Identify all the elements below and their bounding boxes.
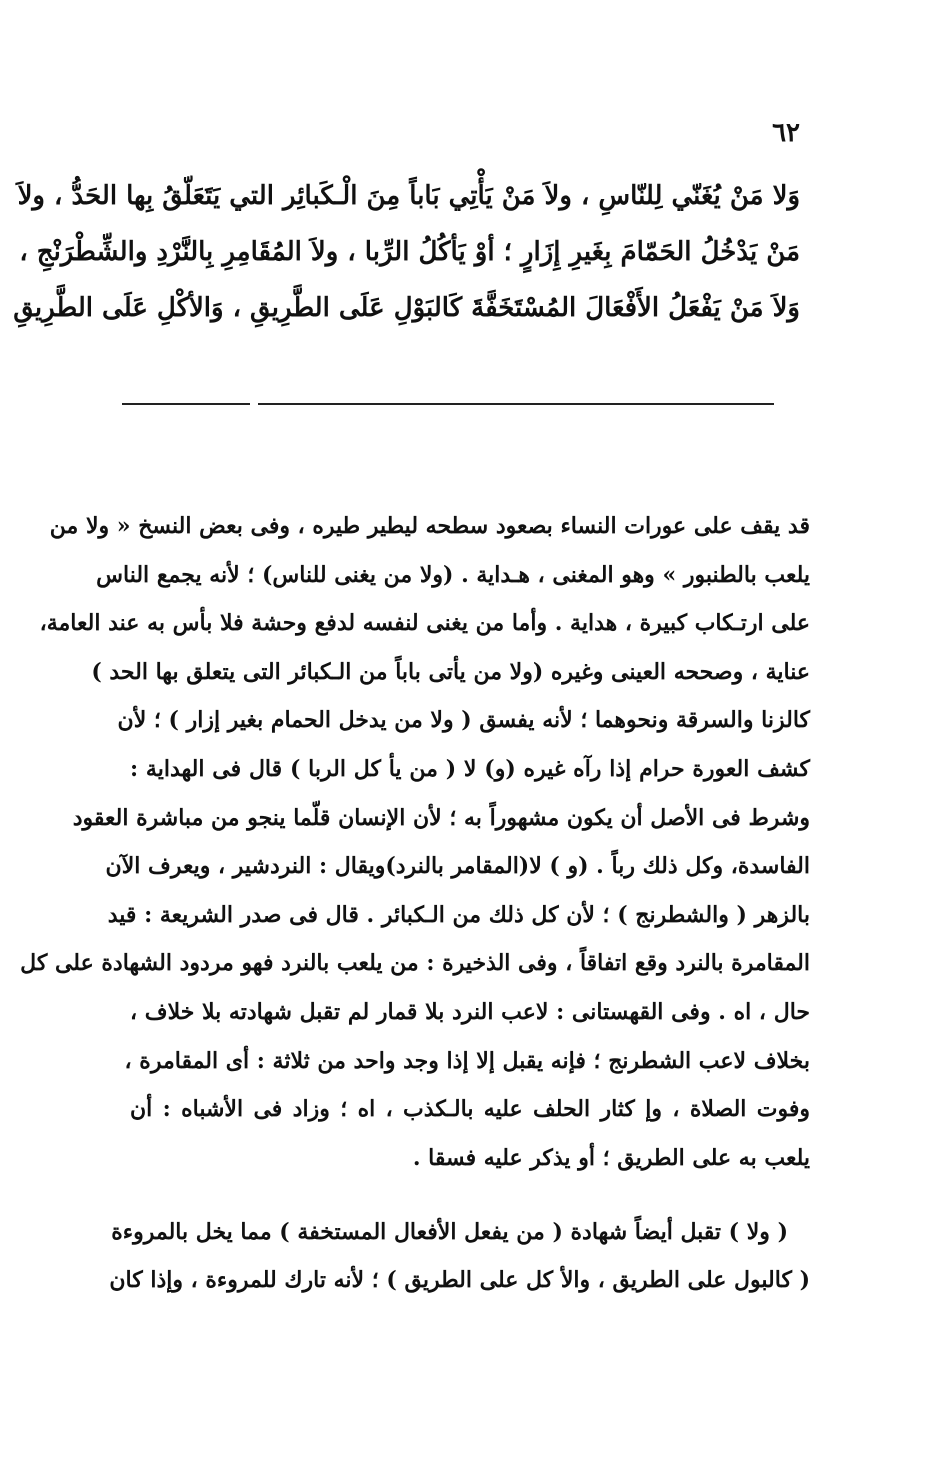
commentary-line: يلعب بالطنبور » وهو المغنى ، هـداية . (ولا من يغنى للناس) ؛ لأنه يجمع الناس bbox=[96, 561, 810, 588]
commentary-line: على ارتـكاب كبيرة ، هداية . وأما من يغنى لنفسه لدفع وحشة فلا بأس به عند العامة، bbox=[39, 610, 810, 637]
commentary-line: بخلاف لاعب الشطرنج ؛ فإنه يقبل إلا إذا وجد واحد من ثلاثة : أى المقامرة ، bbox=[124, 1047, 810, 1074]
section-divider bbox=[122, 403, 774, 405]
matn-line: مَنْ يَدْخُلُ الحَمّامَ بِغَيرِ إِزَارٍ ؛ أوْ يَأكُلُ الرِّبا ، ولاَ المُقَامِرِ بِالنَّرْدِ والشِّطْرَنْجِ ، bbox=[19, 237, 800, 267]
commentary-line: عناية ، وصححه العينى وغيره (ولا من يأتى باباً من الـكبائر التى يتعلق بها الحد ) bbox=[91, 658, 810, 685]
commentary-line: قد يقف على عورات النساء بصعود سطحه ليطير طيره ، وفى بعض النسخ « ولا من bbox=[49, 513, 810, 539]
commentary-line: المقامرة بالنرد وقع اتفاقاً ، وفى الذخيرة : من يلعب بالنرد فهو مردود الشهادة على كل bbox=[20, 950, 810, 977]
divider-segment-left bbox=[122, 403, 250, 405]
matn-line: وَلاَ مَنْ يَفْعَلُ الأَفْعَالَ المُسْتَخَفَّةَ كَالبَوْلِ عَلَى الطَّرِيقِ ، وَالأكْلِ عَلَى الطَّرِيقِ bbox=[13, 293, 800, 323]
matn-line: وَلا مَنْ يُغَنّي لِلنّاسِ ، ولاَ مَنْ يَأْتِي بَاباً مِنَ الْـكَبائِر التي يَتَعَلّقُ بِها الحَدُّ ، ولاَ bbox=[17, 181, 800, 211]
paragraph2-line: ( ولا ) تقبل أيضاً شهادة ( من يفعل الأفعال المستخفة ) مما يخل بالمروءة bbox=[111, 1219, 788, 1245]
paragraph2-line: ( كالبول على الطريق ، والأ كل على الطريق ) ؛ لأنه تارك للمروءة ، وإذا كان bbox=[109, 1267, 810, 1293]
page-number: ٦٢ bbox=[772, 118, 800, 148]
commentary-text bbox=[20, 502, 810, 1182]
matn-text bbox=[13, 168, 800, 336]
commentary-line: الفاسدة، وكل ذلك رباً . (و ) لا(المقامر بالنرد)ويقال : النردشير ، ويعرف الآن bbox=[105, 853, 810, 880]
commentary-line: كالزنا والسرقة ونحوهما ؛ لأنه يفسق ( ولا من يدخل الحمام بغير إزار ) ؛ لأن bbox=[117, 707, 810, 734]
commentary-line: كشف العورة حرام إذا رآه غيره (و) لا ( من يأ كل الربا ) قال فى الهداية : bbox=[130, 755, 810, 782]
commentary-paragraph-2 bbox=[109, 1208, 810, 1304]
commentary-line: يلعب به على الطريق ؛ أو يذكر عليه فسقا . bbox=[412, 1144, 810, 1171]
commentary-line: بالزهر ( والشطرنج ) ؛ لأن كل ذلك من الـكبائر . قال فى صدر الشريعة : قيد bbox=[107, 901, 810, 928]
commentary-line: وشرط فى الأصل أن يكون مشهوراً به ؛ لأن الإنسان قلّما ينجو من مباشرة العقود bbox=[72, 804, 810, 831]
divider-segment-right bbox=[258, 403, 774, 405]
commentary-line: حال ، اه . وفى القهستانى : لاعب النرد بلا قمار لم تقبل شهادته بلا خلاف ، bbox=[130, 998, 810, 1025]
commentary-line: وفوت الصلاة ، وإ كثار الحلف عليه بالـكذب ، اه ؛ وزاد فى الأشباه : أن bbox=[130, 1096, 810, 1123]
